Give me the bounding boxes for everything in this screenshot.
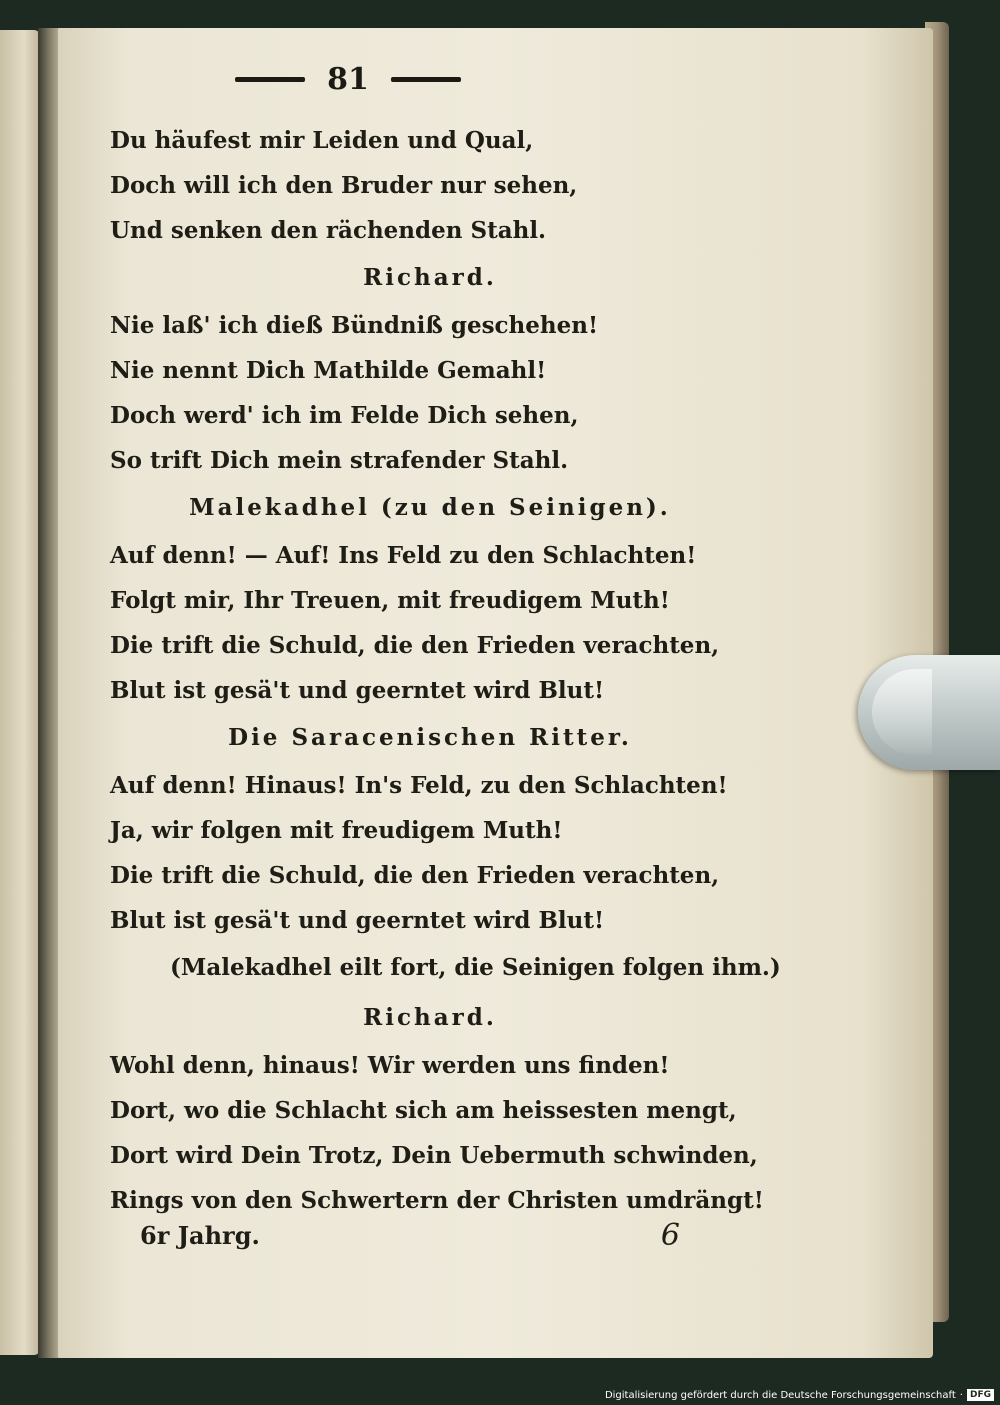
- verse-text: [110, 118, 781, 1223]
- left-page-edge: [0, 30, 40, 1355]
- header-rule-right: [391, 77, 461, 82]
- dfg-logo: DFG: [967, 1389, 994, 1401]
- verse-line: Folgt mir, Ihr Treuen, mit freudigem Muth!: [110, 587, 670, 614]
- stage-direction: (Malekadhel eilt fort, die Seinigen folgen ihm.): [170, 954, 781, 981]
- verse-line: So trift Dich mein strafender Stahl.: [110, 447, 569, 474]
- verse-line: Und senken den rächenden Stahl.: [110, 217, 547, 244]
- page-footer: [140, 1218, 680, 1253]
- verse-line: Ja, wir folgen mit freudigem Muth!: [110, 817, 563, 844]
- signature-mark: 6r Jahrg.: [140, 1221, 260, 1250]
- verse-line: Doch werd' ich im Felde Dich sehen,: [110, 402, 579, 429]
- verse-line: Rings von den Schwertern der Christen umdrängt!: [110, 1187, 764, 1214]
- verse-line: Nie laß' ich dieß Bündniß geschehen!: [110, 312, 599, 339]
- credit-text: Digitalisierung gefördert durch die Deutsche Forschungsgemeinschaft: [604, 1389, 956, 1401]
- verse-line: Auf denn! Hinaus! In's Feld, zu den Schlachten!: [110, 772, 728, 799]
- speaker-heading: Richard.: [363, 1004, 497, 1031]
- page-clip: [858, 655, 1000, 770]
- page-number: 81: [327, 62, 369, 97]
- verse-line: Doch will ich den Bruder nur sehen,: [110, 172, 578, 199]
- verse-line: Du häufest mir Leiden und Qual,: [110, 127, 534, 154]
- signature-number: 6: [660, 1218, 680, 1253]
- speaker-heading: Richard.: [363, 264, 497, 291]
- credit-separator: ·: [959, 1389, 963, 1401]
- verse-line: Nie nennt Dich Mathilde Gemahl!: [110, 357, 547, 384]
- verse-line: Wohl denn, hinaus! Wir werden uns finden!: [110, 1052, 670, 1079]
- verse-line: Dort wird Dein Trotz, Dein Uebermuth schwinden,: [110, 1142, 758, 1169]
- verse-line: Dort, wo die Schlacht sich am heissesten mengt,: [110, 1097, 737, 1124]
- speaker-heading: Malekadhel (zu den Seinigen).: [189, 494, 671, 521]
- verse-line: Blut ist gesä't und geerntet wird Blut!: [110, 907, 605, 934]
- speaker-heading: Die Saracenischen Ritter.: [228, 724, 632, 751]
- verse-line: Auf denn! — Auf! Ins Feld zu den Schlachten!: [110, 542, 697, 569]
- verse-line: Die trift die Schuld, die den Frieden verachten,: [110, 632, 720, 659]
- header-rule-left: [235, 77, 305, 82]
- verse-line: Die trift die Schuld, die den Frieden verachten,: [110, 862, 720, 889]
- page-header: [58, 62, 638, 97]
- verse-line: Blut ist gesä't und geerntet wird Blut!: [110, 677, 605, 704]
- digitization-credit: [605, 1389, 994, 1401]
